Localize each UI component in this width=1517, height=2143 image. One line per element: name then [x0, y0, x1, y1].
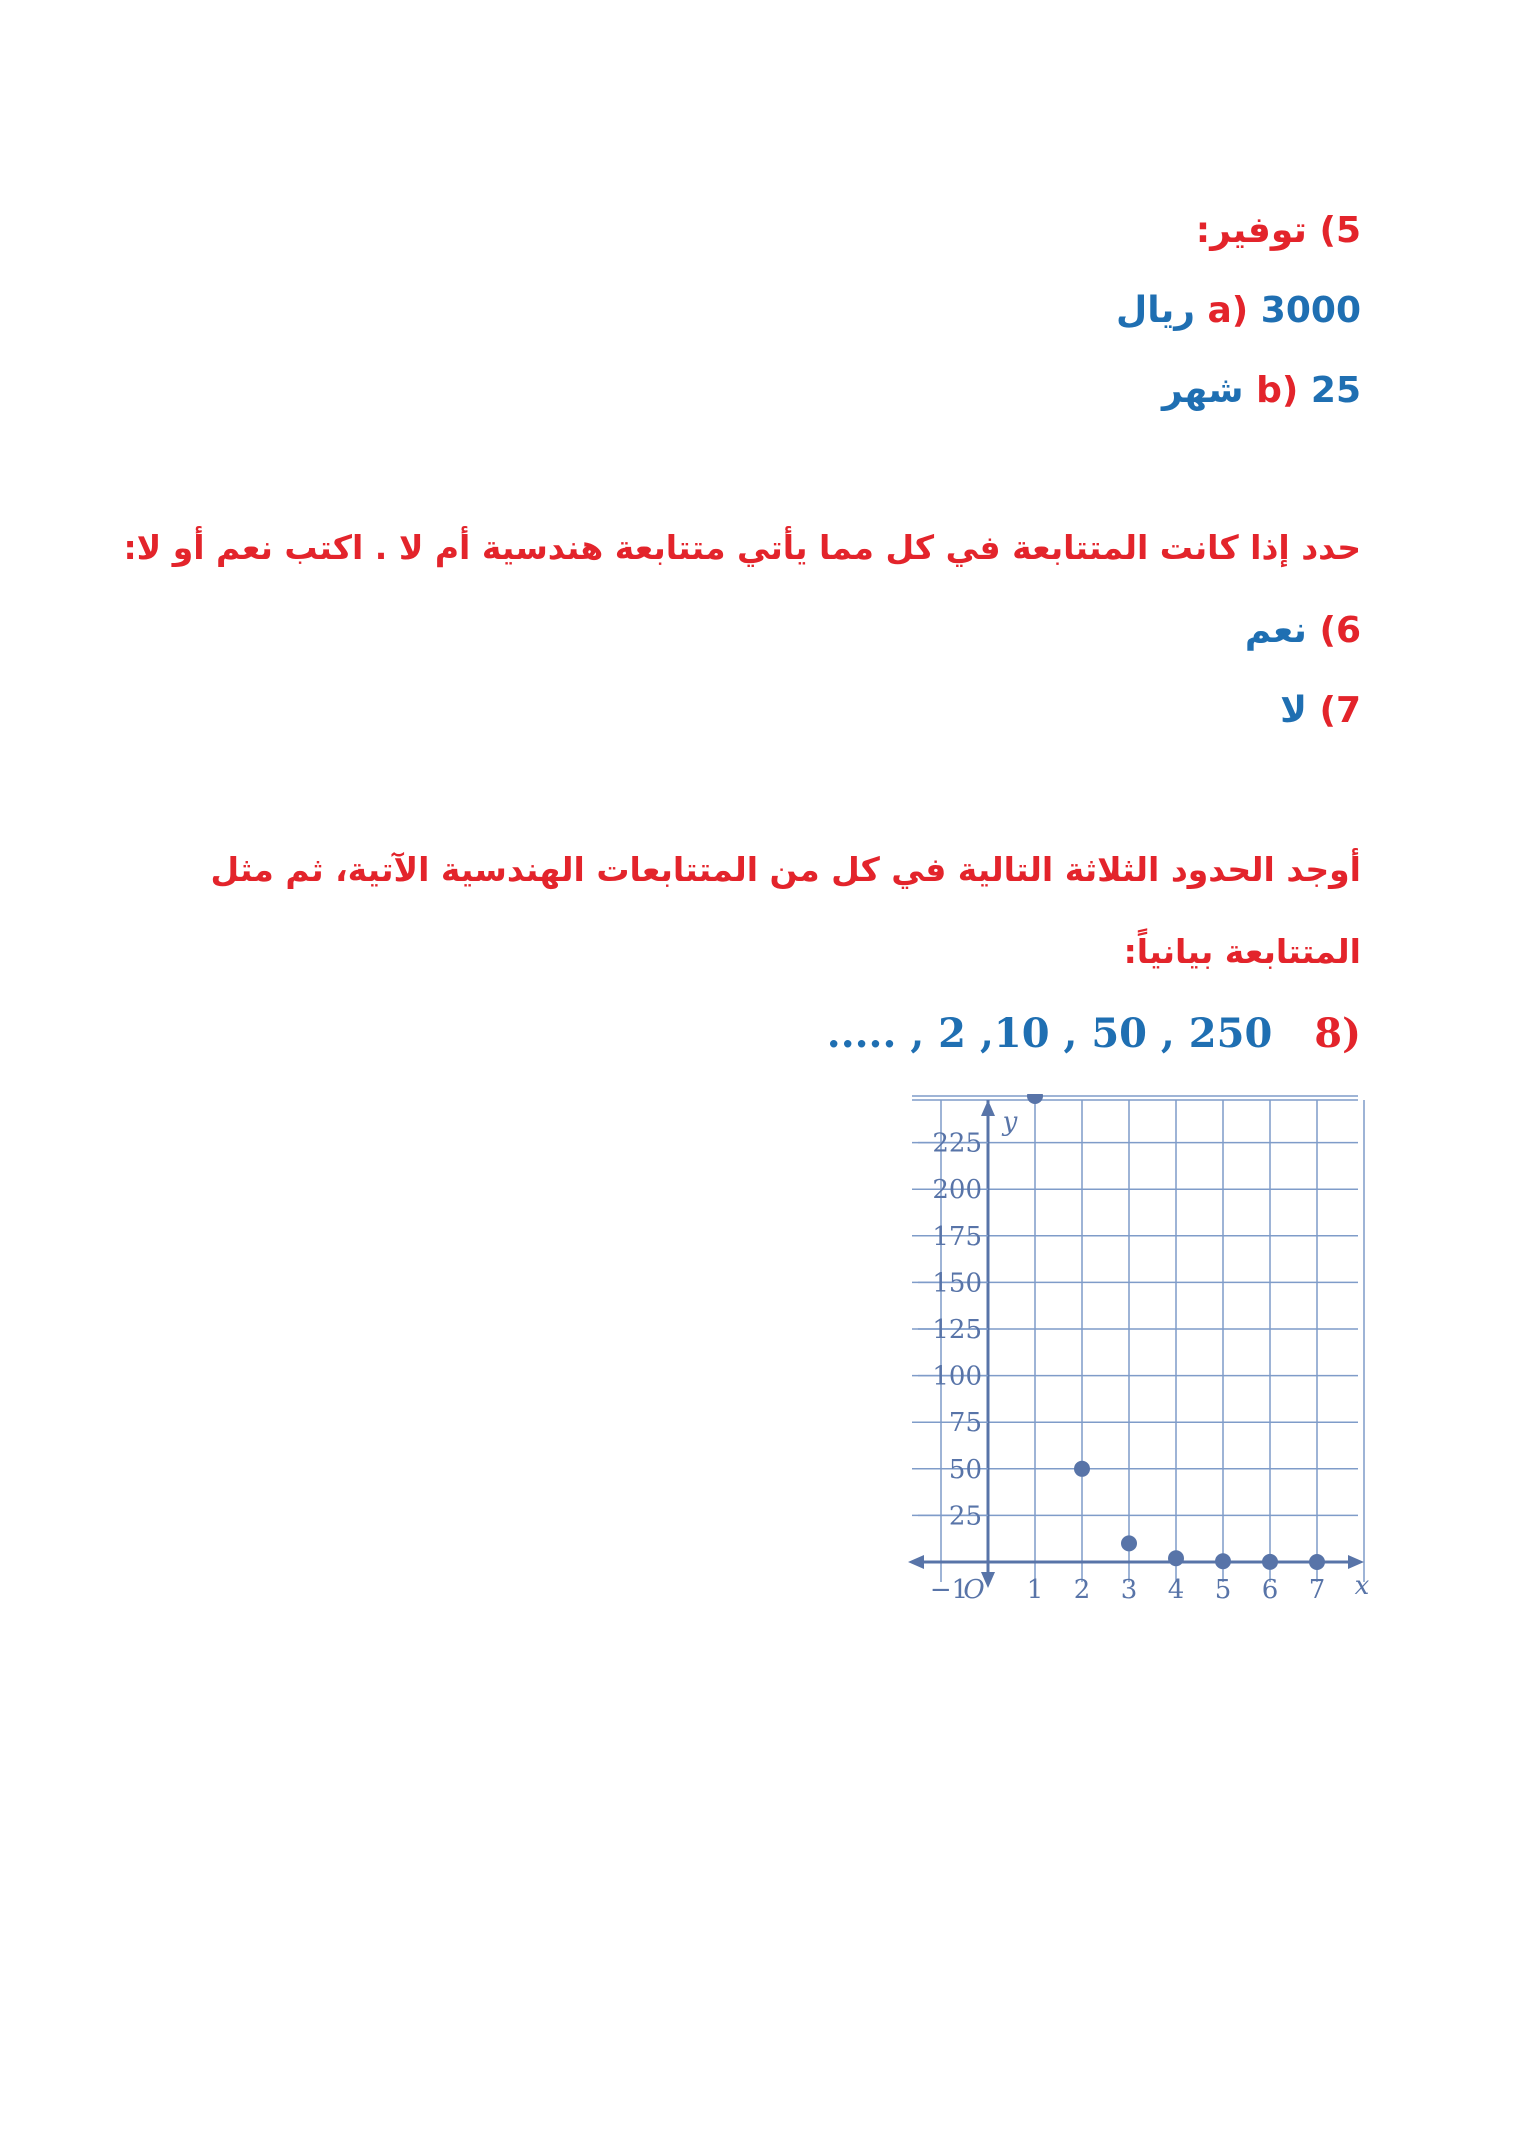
question-8 — [827, 1010, 1361, 1057]
y-axis-arrow-up — [981, 1100, 995, 1116]
geometric-check-instruction: حدد إذا كانت المتتابعة في كل مما يأتي متتابعة هندسية أم لا . اكتب نعم أو لا: — [123, 528, 1361, 567]
x-tick-label: 5 — [1214, 1575, 1232, 1605]
x-tick-label: 7 — [1308, 1575, 1326, 1605]
answer-5a — [1116, 290, 1361, 331]
question-5-heading: 5) توفير: — [1195, 210, 1361, 251]
x-axis-label: x — [1354, 1571, 1370, 1601]
y-tick-label: 25 — [948, 1501, 982, 1532]
y-tick-label: 100 — [932, 1361, 982, 1392]
sequence-graph — [900, 1094, 1370, 1614]
answer-6-value: نعم — [1244, 610, 1307, 651]
answer-5b-label: b) — [1256, 370, 1299, 411]
answer-5a-value: 3000 ريال — [1115, 290, 1361, 331]
x-tick-label: 2 — [1073, 1575, 1091, 1605]
data-point — [1168, 1550, 1184, 1566]
y-tick-label: 75 — [948, 1408, 982, 1439]
x-tick-label: −1 — [929, 1575, 969, 1605]
data-point — [1074, 1461, 1090, 1477]
x-axis-arrow-left — [908, 1555, 924, 1569]
answer-5b — [1162, 370, 1361, 411]
y-tick-label: 150 — [932, 1268, 982, 1299]
x-axis-arrow-right — [1348, 1555, 1364, 1569]
x-tick-label: 4 — [1167, 1575, 1185, 1605]
y-tick-label: 50 — [948, 1454, 982, 1485]
next-terms-instruction-line1: أوجد الحدود الثلاثة التالية في كل من المتتابعات الهندسية الآتية، ثم مثل — [210, 850, 1361, 889]
x-tick-label: 6 — [1261, 1575, 1279, 1605]
answer-7 — [1280, 690, 1361, 731]
data-point — [1121, 1535, 1137, 1551]
answer-6-label: 6) — [1319, 610, 1361, 651]
x-tick-label: 1 — [1026, 1575, 1044, 1605]
next-terms-instruction-line2: المتتابعة بيانياً: — [1123, 932, 1361, 971]
x-tick-label: 3 — [1120, 1575, 1138, 1605]
data-point — [1262, 1554, 1278, 1570]
y-tick-label: 225 — [932, 1128, 982, 1159]
question-8-sequence: 250 , 50 , 10, 2 , ..... — [826, 1010, 1273, 1057]
answer-7-value: لا — [1280, 690, 1307, 731]
data-point — [1027, 1094, 1043, 1104]
origin-label: O — [963, 1575, 985, 1605]
y-tick-label: 125 — [932, 1315, 982, 1345]
question-8-label: (8 — [1314, 1010, 1361, 1057]
answer-5b-value: 25 شهر — [1162, 370, 1361, 411]
y-axis-label: y — [1002, 1107, 1018, 1137]
data-point — [1215, 1553, 1231, 1569]
answer-6 — [1245, 610, 1361, 651]
y-tick-label: 200 — [932, 1175, 982, 1206]
data-point — [1309, 1554, 1325, 1570]
y-tick-label: 175 — [932, 1221, 982, 1252]
answer-5a-label: a) — [1207, 290, 1249, 331]
answer-7-label: 7) — [1319, 690, 1361, 731]
